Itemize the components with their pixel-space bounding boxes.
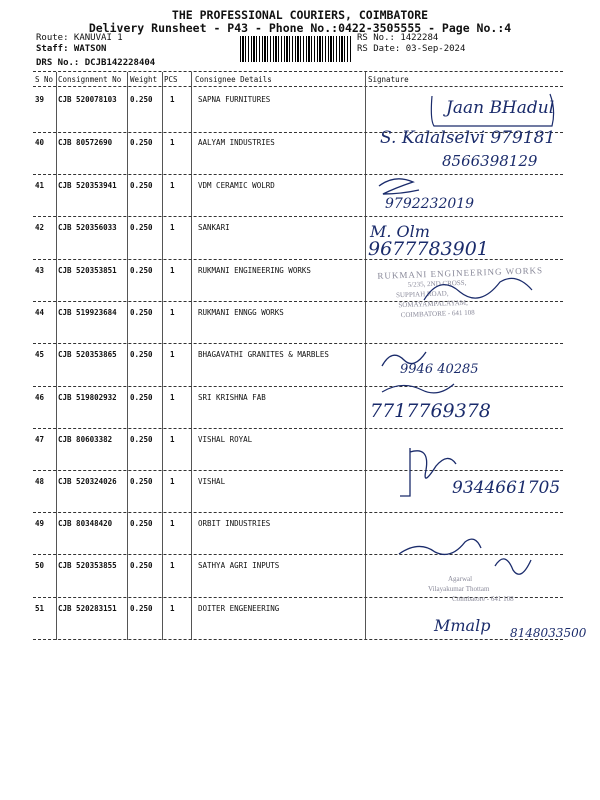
row-details: SAPNA FURNITURES — [198, 95, 271, 104]
row-weight: 0.250 — [130, 604, 153, 613]
row-details: AALYAM INDUSTRIES — [198, 138, 275, 147]
row-weight: 0.250 — [130, 350, 153, 359]
col-header-signature: Signature — [368, 75, 409, 84]
row-details: VDM CERAMIC WOLRD — [198, 181, 275, 190]
header-bottom-rule — [33, 86, 563, 87]
row-consignment: CJB 520283151 — [58, 604, 117, 613]
stamp-line: Coimbatore - 641 108 — [452, 595, 514, 603]
row-details: SRI KRISHNA FAB — [198, 393, 266, 402]
row-sno: 39 — [35, 95, 45, 104]
row-sno: 51 — [35, 604, 45, 613]
row-sno: 48 — [35, 477, 45, 486]
row-consignment: CJB 80603382 — [58, 435, 113, 444]
table-row — [0, 389, 600, 431]
row-consignment: CJB 520353855 — [58, 561, 117, 570]
staff-label: Staff: WATSON — [36, 44, 107, 54]
row-weight: 0.250 — [130, 519, 153, 528]
row-consignment: CJB 520353851 — [58, 266, 117, 275]
row-weight: 0.250 — [130, 95, 153, 104]
col-header-details: Consignee Details — [195, 75, 272, 84]
row-pcs: 1 — [170, 519, 175, 528]
row-details: VISHAL — [198, 477, 226, 486]
row-pcs: 1 — [170, 138, 175, 147]
rs-date: RS Date: 03-Sep-2024 — [357, 44, 466, 54]
row-consignment: CJB 519802932 — [58, 393, 117, 402]
drs-number: DRS No.: DCJB142228404 — [36, 58, 156, 68]
stamp-line: Agarwal — [448, 575, 473, 583]
table-row — [0, 431, 600, 473]
row-weight: 0.250 — [130, 308, 153, 317]
stamp-line: COIMBATORE - 641 108 — [400, 308, 475, 320]
row-weight: 0.250 — [130, 561, 153, 570]
row-rule — [33, 470, 563, 471]
row-pcs: 1 — [170, 604, 175, 613]
row-weight: 0.250 — [130, 435, 153, 444]
signature-mark-row41 — [375, 172, 425, 198]
row-details: DOITER ENGENEERING — [198, 604, 280, 613]
signature-row51-phone: 8148033500 — [510, 626, 587, 640]
row-pcs: 1 — [170, 266, 175, 275]
row-rule — [33, 639, 563, 640]
row-details: ORBIT INDUSTRIES — [198, 519, 271, 528]
signature-row39: Jaan BHadul — [446, 98, 555, 118]
signature-row51-name: Mmalp — [434, 616, 491, 635]
route-label: Route: KANUVAI 1 — [36, 33, 123, 43]
signature-scribble-row46 — [378, 378, 458, 400]
row-sno: 49 — [35, 519, 45, 528]
row-rule — [33, 512, 563, 513]
row-details: BHAGAVATHI GRANITES & MARBLES — [198, 350, 329, 359]
signature-row41-phone: 9792232019 — [385, 196, 475, 212]
stamp-line: SOMAYAMPALAYAM, — [398, 298, 468, 310]
row-pcs: 1 — [170, 308, 175, 317]
row-consignment: CJB 520324026 — [58, 477, 117, 486]
row-consignment: CJB 520078103 — [58, 95, 117, 104]
row-consignment: CJB 520353865 — [58, 350, 117, 359]
table-row — [0, 219, 600, 261]
row-pcs: 1 — [170, 223, 175, 232]
row-rule — [33, 216, 563, 217]
row-details: RUKMANI ENGINEERING WORKS — [198, 266, 311, 275]
row-weight: 0.250 — [130, 138, 153, 147]
rs-number: RS No.: 1422284 — [357, 33, 439, 43]
barcode — [240, 36, 352, 62]
row-pcs: 1 — [170, 393, 175, 402]
row-sno: 46 — [35, 393, 45, 402]
col-header-weight: Weight — [130, 75, 158, 84]
company-stamp-sathya — [428, 574, 514, 604]
row-weight: 0.250 — [130, 181, 153, 190]
signature-row48-phone: 9344661705 — [452, 478, 561, 498]
row-details: VISHAL ROYAL — [198, 435, 253, 444]
row-sno: 44 — [35, 308, 45, 317]
row-sno: 43 — [35, 266, 45, 275]
table-row — [0, 177, 600, 219]
signature-row40-phone: 8566398129 — [442, 152, 538, 170]
stamp-line: 5/235, 2ND CROSS, — [407, 278, 467, 289]
row-consignment: CJB 80348420 — [58, 519, 113, 528]
signature-row42-phone: 9677783901 — [368, 238, 489, 260]
row-weight: 0.250 — [130, 223, 153, 232]
stamp-line: Vilayakumar Thottam — [428, 585, 490, 593]
row-rule — [33, 174, 563, 175]
row-sno: 47 — [35, 435, 45, 444]
row-consignment: CJB 520356033 — [58, 223, 117, 232]
header-top-rule — [33, 71, 563, 72]
signature-row46-phone: 7717769378 — [370, 400, 491, 422]
row-pcs: 1 — [170, 95, 175, 104]
col-header-consignment: Consignment No — [58, 75, 122, 84]
signature-row40-name: S. Kalalselvi 979181 — [380, 128, 556, 148]
company-title: THE PROFESSIONAL COURIERS, COIMBATORE — [171, 8, 429, 22]
row-rule — [33, 343, 563, 344]
row-sno: 42 — [35, 223, 45, 232]
row-rule — [33, 428, 563, 429]
row-sno: 50 — [35, 561, 45, 570]
row-weight: 0.250 — [130, 477, 153, 486]
row-sno: 45 — [35, 350, 45, 359]
row-details: SANKARI — [198, 223, 230, 232]
table-row — [0, 346, 600, 388]
col-header-sno: S No — [35, 75, 54, 84]
row-rule — [33, 386, 563, 387]
row-pcs: 1 — [170, 181, 175, 190]
runsheet-subtitle: Delivery Runsheet - P43 - Phone No.:0422-3505555 - Page No.:4 — [88, 21, 512, 35]
row-consignment: CJB 80572690 — [58, 138, 113, 147]
stamp-line: SUPPIAH ROAD, — [395, 289, 449, 300]
row-details: SATHYA AGRI INPUTS — [198, 561, 280, 570]
stamp-line: RUKMANI ENGINEERING WORKS — [377, 265, 544, 281]
row-sno: 41 — [35, 181, 45, 190]
row-weight: 0.250 — [130, 393, 153, 402]
row-details: RUKMANI ENNGG WORKS — [198, 308, 284, 317]
row-pcs: 1 — [170, 435, 175, 444]
row-pcs: 1 — [170, 350, 175, 359]
col-header-pcs: PCS — [164, 75, 178, 84]
row-pcs: 1 — [170, 561, 175, 570]
row-consignment: CJB 520353941 — [58, 181, 117, 190]
signature-row42-name: M. Olm — [370, 222, 430, 241]
row-weight: 0.250 — [130, 266, 153, 275]
signature-scribble-row43 — [420, 270, 540, 310]
row-pcs: 1 — [170, 477, 175, 486]
signature-row45-phone: 9946 40285 — [400, 362, 479, 377]
row-consignment: CJB 519923684 — [58, 308, 117, 317]
row-sno: 40 — [35, 138, 45, 147]
